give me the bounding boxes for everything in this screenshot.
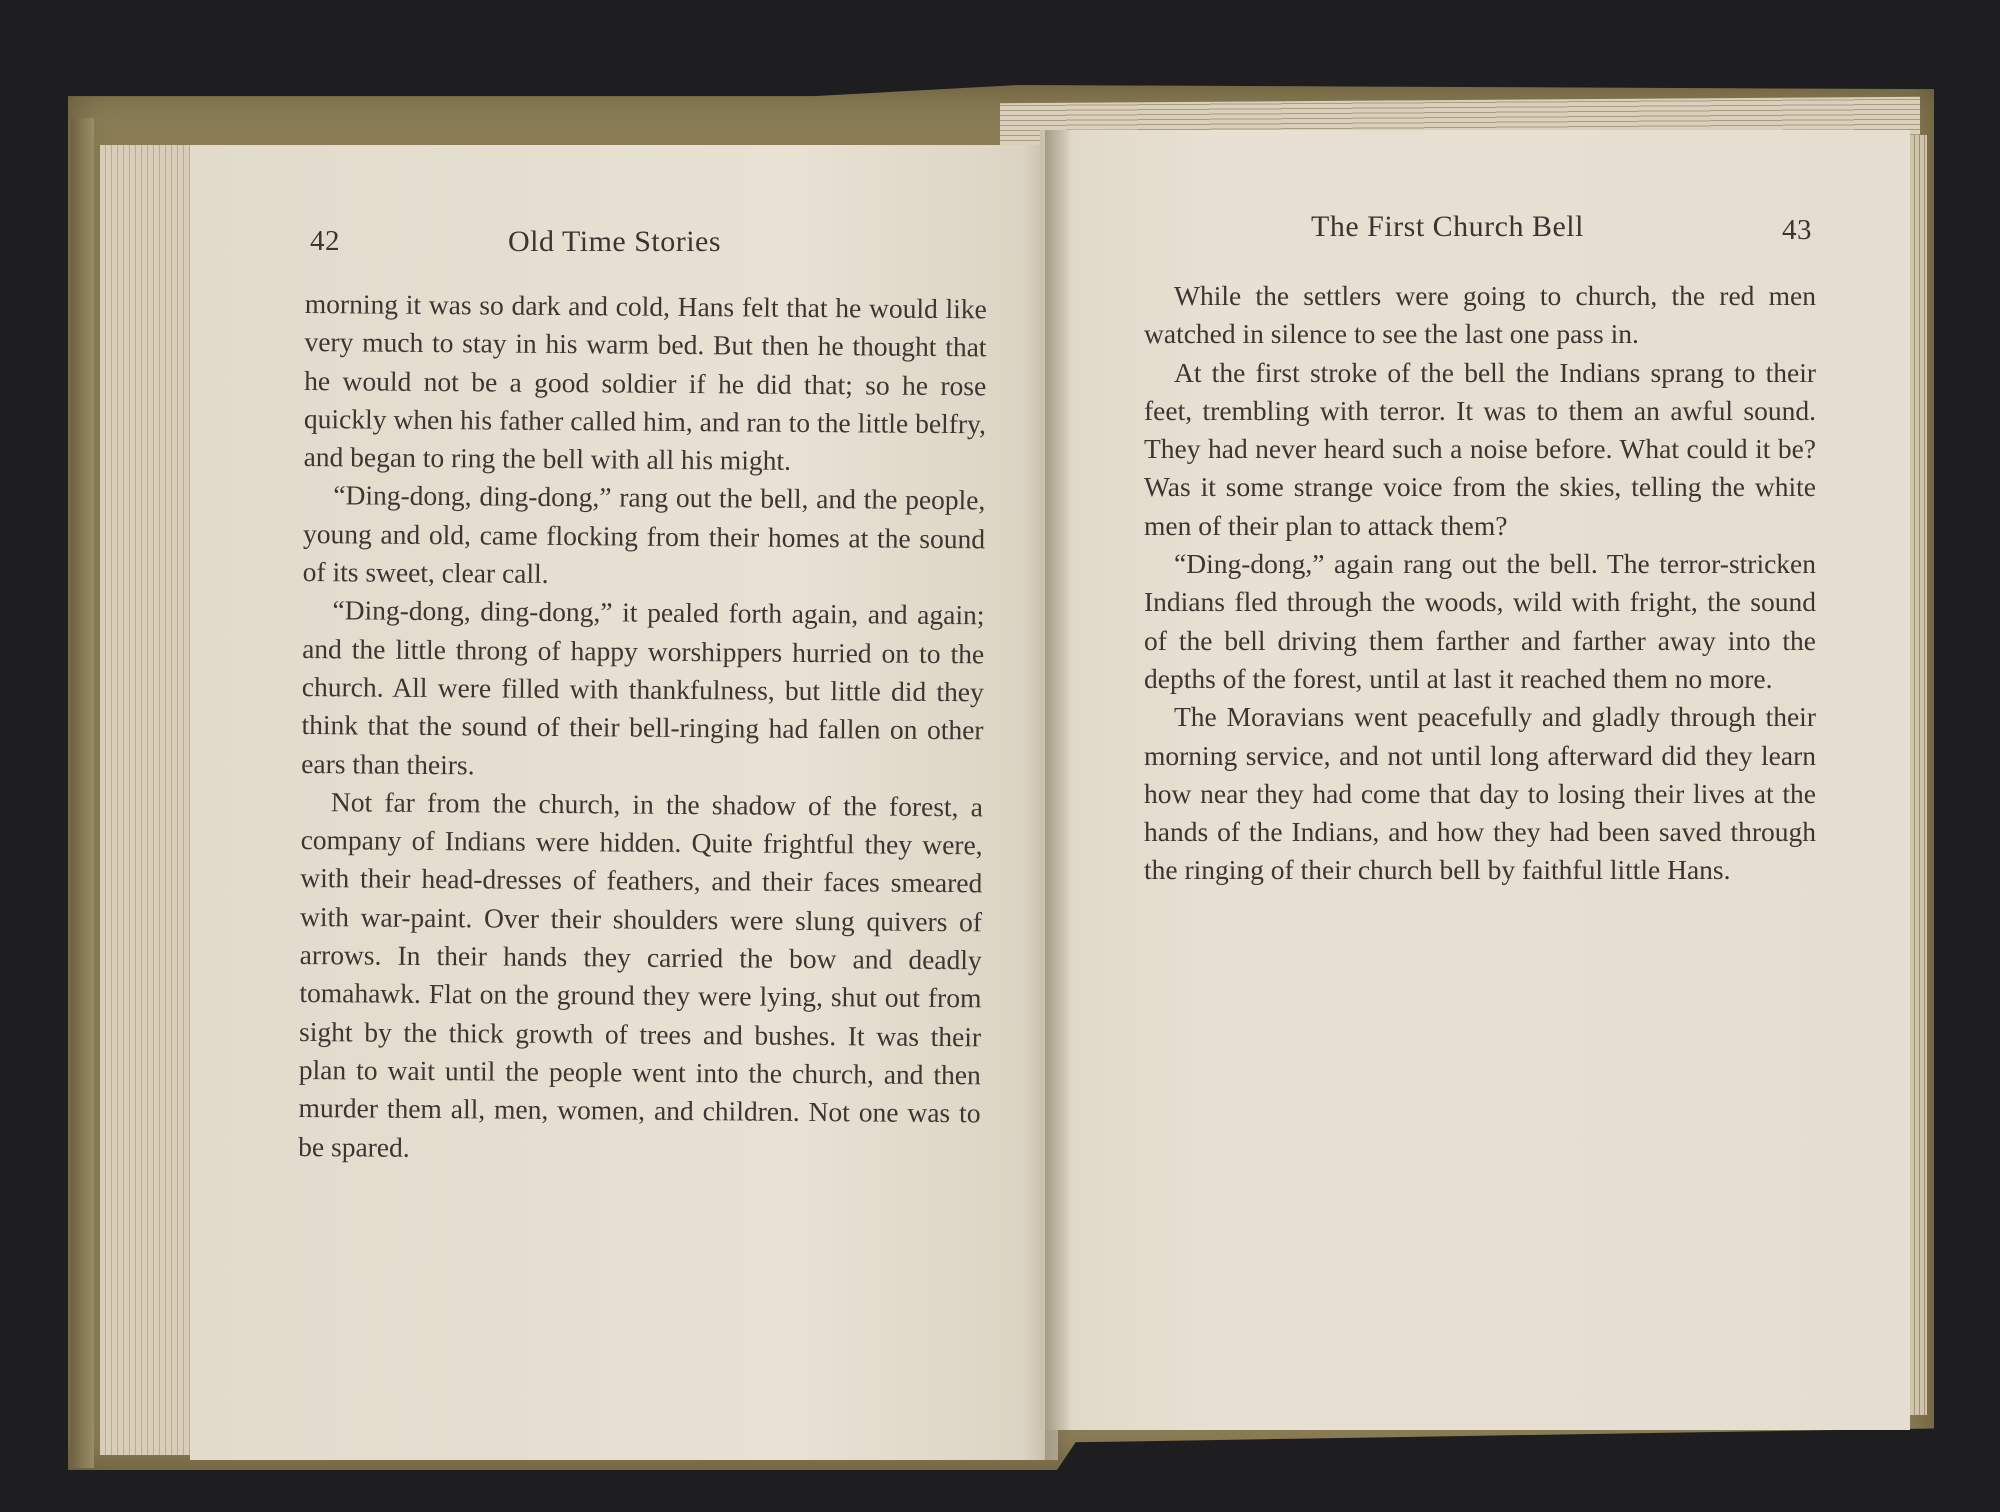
paragraph: “Ding-dong, ding-dong,” rang out the bell, and the people, young and old, came flocking from their homes at the sound of its sweet, clear call. bbox=[302, 479, 986, 589]
paragraph: “Ding-dong,” again rang out the bell. The terror-stricken Indians fled through the woods, wild with fright, the sound of the bell driving them farther and farther away into the depths of the forest, until at last it reached them no more. bbox=[1144, 548, 1816, 694]
right-page-number: 43 bbox=[1782, 214, 1812, 246]
paragraph: Not far from the church, in the shadow of the forest, a company of Indians were hidden. Quite frightful they were, with their head-dresses of feathers, and their faces smeared with war-paint. Over their shoulders were slung quivers of arrows. In their hands they carried the bow and deadly tomahawk. Flat on the ground they were lying, shut out from sight by the thick growth of trees and bushes. It was their plan to wait until the people went into the church, and then murder them all, men, women, and children. Not one was to be spared. bbox=[298, 786, 984, 1163]
left-page-body bbox=[298, 285, 987, 1171]
paragraph: The Moravians went peacefully and gladly through their morning service, and not until long afterward did they learn how near they had come that day to losing their lives at the hands of the Indians, and how they had been saved through the ringing of their church bell by faithful little Hans. bbox=[1144, 701, 1816, 886]
left-page-number: 42 bbox=[310, 225, 340, 257]
paragraph: At the first stroke of the bell the Indians sprang to their feet, trembling with terror. It was to them an awful sound. They had never heard such a noise before. What could it be? Was it some strange voice from the skies, telling the white men of their plan to attack them? bbox=[1144, 356, 1816, 541]
right-page-body bbox=[1144, 277, 1816, 890]
paragraph: “Ding-dong, ding-dong,” it pealed forth again, and again; and the little throng of happy worshippers hurried on to the church. All were filled with thankfulness, but little did they think that the sound of their bell-ringing had fallen on other ears than theirs. bbox=[301, 594, 985, 780]
right-page bbox=[1040, 130, 1910, 1430]
left-running-head: Old Time Stories bbox=[508, 225, 722, 258]
paragraph: morning it was so dark and cold, Hans felt that he would like very much to stay in his warm bed. But then he thought that he would not be a good soldier if he did that; so he rose quickly when his father called him, and ran to the little belfry, and began to ring the bell with all his might. bbox=[303, 287, 987, 477]
cover-edge bbox=[70, 118, 94, 1468]
paragraph: While the settlers were going to church, the red men watched in silence to see the last one pass in. bbox=[1144, 280, 1816, 350]
left-page bbox=[190, 145, 1058, 1460]
book-gutter bbox=[1045, 130, 1071, 1460]
right-running-head: The First Church Bell bbox=[1311, 210, 1584, 243]
